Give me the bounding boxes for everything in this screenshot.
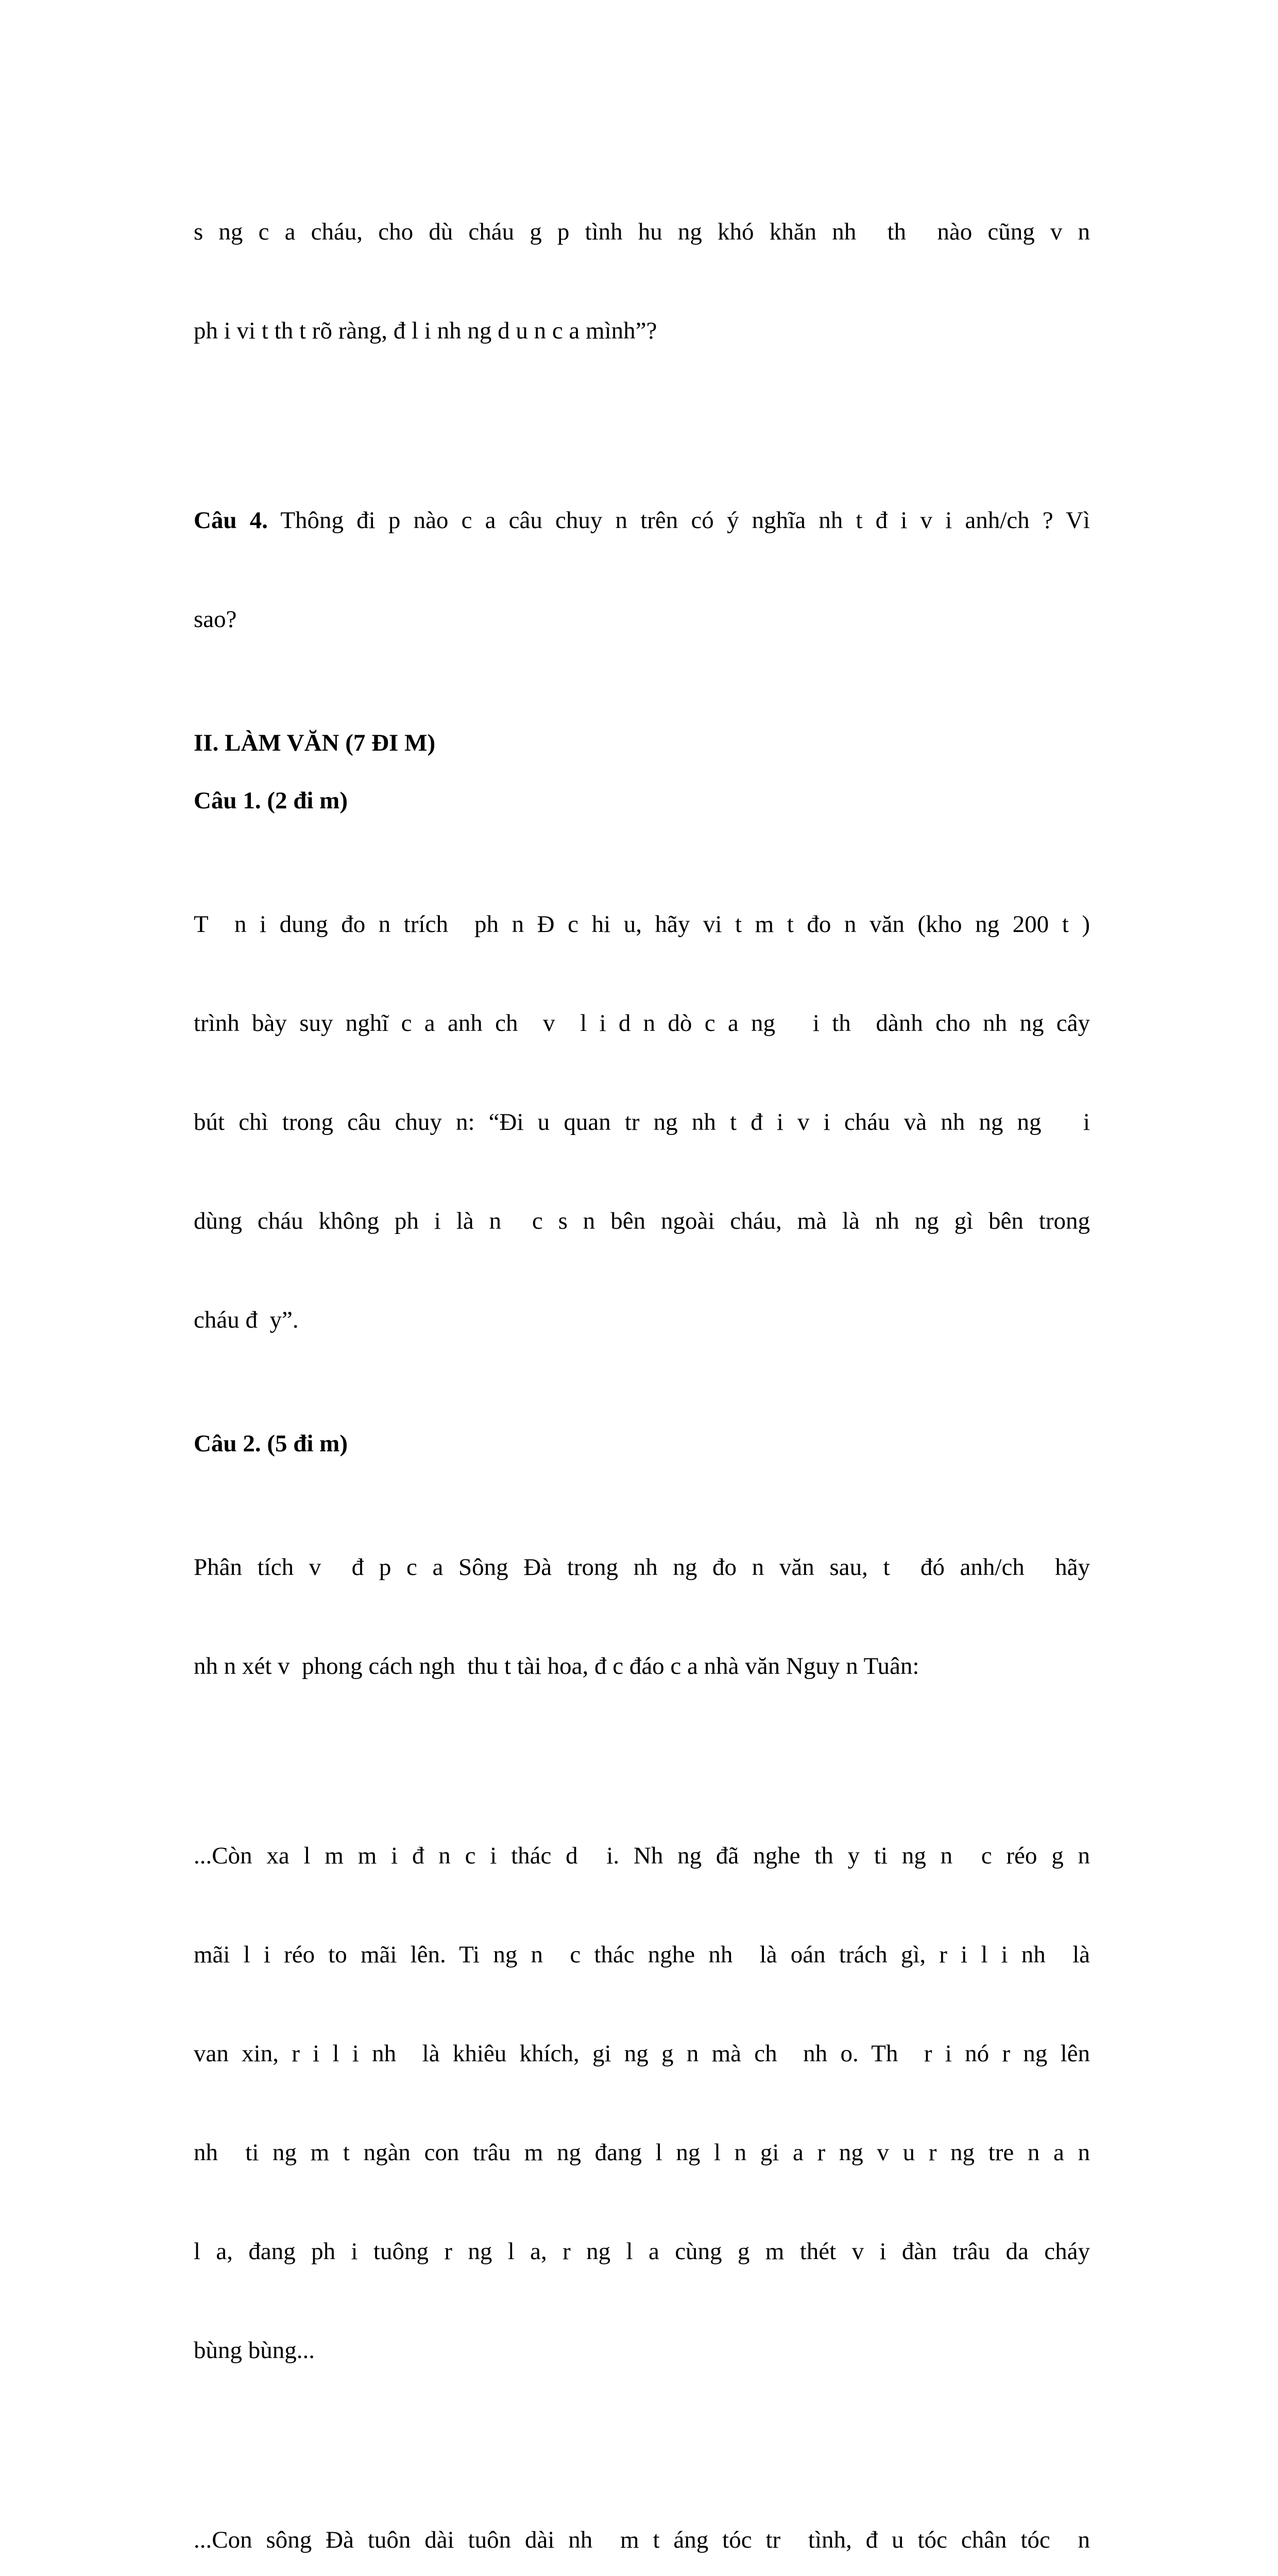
excerpt-1-line: nh ti ng m t ngàn con trâu m ng đang l ng l n gi a r ng v u r ng tre n a n	[194, 2139, 1090, 2166]
excerpt-2	[194, 2458, 1090, 2576]
continuation-paragraph	[194, 149, 1090, 413]
excerpt-1-line: l a, đang ph i tuông r ng l a, r ng l a cùng g m thét v i đàn trâu da cháy	[194, 2238, 1090, 2265]
continuation-line: s ng c a cháu, cho dù cháu g p tình hu ng khó khăn nh th nào cũng v n	[194, 218, 1090, 245]
question-4-line: Câu 4. Thông đi p nào c a câu chuy n trên có ý nghĩa nh t đ i v i anh/ch ? Vì	[194, 507, 1090, 534]
question-1-body	[194, 842, 1090, 1402]
question-2-heading: Câu 2. (5 đi m)	[194, 1430, 348, 1457]
question-2-line: Phân tích v đ p c a Sông Đà trong nh ng đo n văn sau, t đó anh/ch hãy	[194, 1554, 1090, 1581]
excerpt-1	[194, 1773, 1090, 2433]
excerpt-1-line: mãi l i réo to mãi lên. Ti ng n c thác nghe nh là oán trách gì, r i l i nh là	[194, 1941, 1090, 1968]
question-1-line: bút chì trong câu chuy n: “Đi u quan tr ng nh t đ i v i cháu và nh ng ng i	[194, 1109, 1090, 1136]
question-1-line: cháu đ y”.	[194, 1307, 299, 1333]
question-4-label: Câu 4.	[194, 507, 268, 534]
excerpt-2-line: ...Con sông Đà tuôn dài tuôn dài nh m t áng tóc tr tình, đ u tóc chân tóc n	[194, 2527, 1090, 2553]
section-2-heading: II. LÀM VĂN (7 ĐI M)	[194, 730, 436, 756]
question-1-line: dùng cháu không ph i là n c s n bên ngoài cháu, mà là nh ng gì bên trong	[194, 1208, 1090, 1234]
question-2-body	[194, 1485, 1090, 1749]
question-2-line: nh n xét v phong cách ngh thu t tài hoa, đ c đáo c a nhà văn Nguy n Tuân:	[194, 1653, 919, 1680]
question-1-line: T n i dung đo n trích ph n Đ c hi u, hãy vi t m t đo n văn (kho ng 200 t )	[194, 911, 1090, 938]
question-1-heading: Câu 1. (2 đi m)	[194, 787, 348, 814]
document-page	[194, 149, 1090, 2576]
question-4-line: sao?	[194, 606, 237, 633]
question-1-line: trình bày suy nghĩ c a anh ch v l i d n dò c a ng i th dành cho nh ng cây	[194, 1010, 1090, 1037]
excerpt-1-line: ...Còn xa l m m i đ n c i thác d i. Nh ng đã nghe th y ti ng n c réo g n	[194, 1842, 1090, 1869]
excerpt-1-line: bùng bùng...	[194, 2337, 315, 2364]
excerpt-1-line: van xin, r i l i nh là khiêu khích, gi ng g n mà ch nh o. Th r i nó r ng lên	[194, 2040, 1090, 2067]
continuation-line: ph i vi t th t rõ ràng, đ l i nh ng d u n c a mình”?	[194, 317, 657, 344]
question-4	[194, 438, 1090, 702]
